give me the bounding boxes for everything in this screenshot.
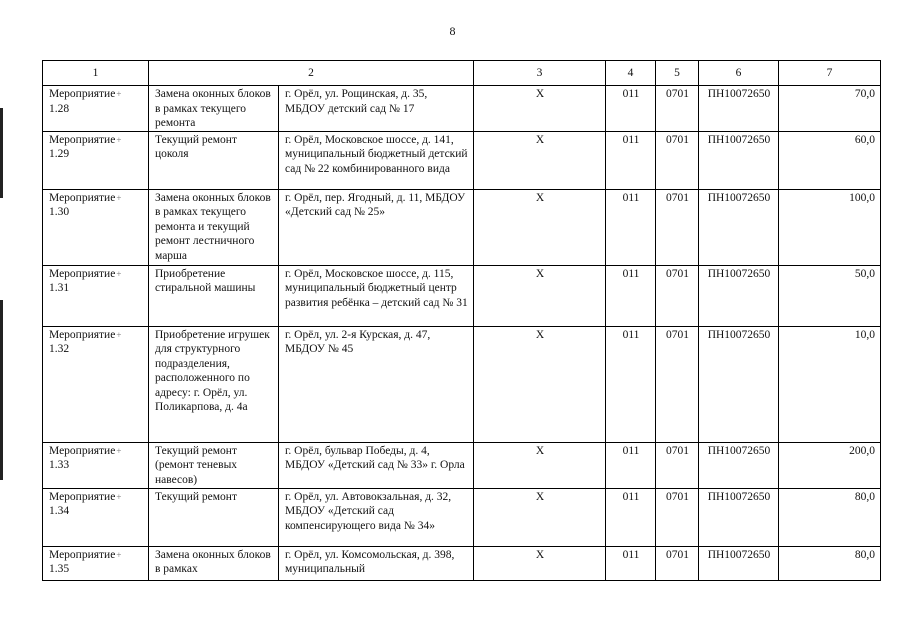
check-mark: + — [116, 445, 122, 456]
col4-cell: 011 — [606, 546, 656, 580]
table-row — [43, 326, 881, 442]
event-number: 1.30 — [49, 206, 70, 218]
check-mark: + — [116, 192, 122, 203]
scan-edge-mark — [0, 300, 3, 480]
budget-table — [42, 60, 881, 581]
event-label: Мероприятие — [49, 133, 116, 146]
col5-cell: 0701 — [656, 189, 699, 265]
event-number: 1.35 — [49, 563, 70, 575]
event-label: Мероприятие — [49, 88, 116, 100]
col5-cell: 0701 — [656, 265, 699, 326]
event-number: 1.31 — [49, 282, 70, 294]
col5-cell: 0701 — [656, 442, 699, 488]
check-mark: + — [116, 134, 122, 145]
event-number: 1.29 — [49, 148, 70, 160]
work-cell: Текущий ремонт цоколя — [149, 131, 279, 189]
col3-cell: Х — [474, 189, 606, 265]
table-row — [43, 265, 881, 326]
event-label: Мероприятие — [49, 548, 116, 561]
col3-cell: Х — [474, 131, 606, 189]
col-header-3: 3 — [474, 61, 606, 86]
col4-cell: 011 — [606, 86, 656, 132]
col4-cell: 011 — [606, 265, 656, 326]
col3-cell: Х — [474, 326, 606, 442]
event-label: Мероприятие — [49, 490, 116, 503]
event-label: Мероприятие — [49, 328, 116, 341]
page-number: 8 — [449, 24, 456, 38]
address-cell: г. Орёл, ул. Рощинская, д. 35, МБДОУ детский сад № 17 — [279, 86, 474, 132]
scan-edge-mark — [0, 108, 3, 198]
work-cell: Приобретение стиральной машины — [149, 265, 279, 326]
col6-cell: ПН10072650 — [699, 442, 779, 488]
address-cell: г. Орёл, бульвар Победы, д. 4, МБДОУ «Детский сад № 33» г. Орла — [279, 442, 474, 488]
col4-cell: 011 — [606, 442, 656, 488]
amount-cell: 80,0 — [779, 546, 881, 580]
col5-cell: 0701 — [656, 488, 699, 546]
table-row — [43, 442, 881, 488]
col5-cell: 0701 — [656, 546, 699, 580]
check-mark: + — [116, 89, 122, 99]
address-cell: г. Орёл, ул. 2-я Курская, д. 47, МБДОУ № 45 — [279, 326, 474, 442]
col6-cell: ПН10072650 — [699, 265, 779, 326]
event-cell — [43, 86, 149, 132]
col3-cell: Х — [474, 442, 606, 488]
table-row — [43, 131, 881, 189]
col6-cell: ПН10072650 — [699, 546, 779, 580]
event-cell — [43, 442, 149, 488]
work-cell: Текущий ремонт (ремонт теневых навесов) — [149, 442, 279, 488]
event-cell — [43, 546, 149, 580]
col4-cell: 011 — [606, 131, 656, 189]
table-row — [43, 86, 881, 132]
col4-cell: 011 — [606, 326, 656, 442]
col-header-5: 5 — [656, 61, 699, 86]
work-cell: Приобретение игрушек для структурного подразделения, расположенного по адресу: г. Орёл, ул. Поликарпова, д. 4а — [149, 326, 279, 442]
col-header-7: 7 — [779, 61, 881, 86]
address-cell: г. Орёл, Московское шоссе, д. 115, муниципальный бюджетный центр развития ребёнка – детский сад № 31 — [279, 265, 474, 326]
col5-cell: 0701 — [656, 86, 699, 132]
work-cell: Замена оконных блоков в рамках текущего ремонта и текущий ремонт лестничного марша — [149, 189, 279, 265]
event-cell — [43, 131, 149, 189]
check-mark: + — [116, 491, 122, 502]
work-cell: Замена оконных блоков в рамках — [149, 546, 279, 580]
address-cell: г. Орёл, ул. Комсомольская, д. 398, муниципальный — [279, 546, 474, 580]
col6-cell: ПН10072650 — [699, 86, 779, 132]
col-header-4: 4 — [606, 61, 656, 86]
col-header-6: 6 — [699, 61, 779, 86]
col-header-2: 2 — [149, 61, 474, 86]
event-cell — [43, 488, 149, 546]
event-cell — [43, 189, 149, 265]
amount-cell: 50,0 — [779, 265, 881, 326]
amount-cell: 200,0 — [779, 442, 881, 488]
check-mark: + — [116, 268, 122, 279]
col-header-1: 1 — [43, 61, 149, 86]
work-cell: Замена оконных блоков в рамках текущего ремонта — [149, 86, 279, 132]
amount-cell: 80,0 — [779, 488, 881, 546]
table-row — [43, 189, 881, 265]
event-label: Мероприятие — [49, 444, 116, 457]
col3-cell: Х — [474, 546, 606, 580]
address-cell: г. Орёл, пер. Ягодный, д. 11, МБДОУ «Детский сад № 25» — [279, 189, 474, 265]
amount-cell: 10,0 — [779, 326, 881, 442]
event-number: 1.33 — [49, 459, 70, 471]
col4-cell: 011 — [606, 189, 656, 265]
col6-cell: ПН10072650 — [699, 488, 779, 546]
header-row — [43, 61, 881, 86]
col6-cell: ПН10072650 — [699, 131, 779, 189]
col5-cell: 0701 — [656, 131, 699, 189]
amount-cell: 60,0 — [779, 131, 881, 189]
event-label: Мероприятие — [49, 191, 116, 204]
amount-cell: 100,0 — [779, 189, 881, 265]
col3-cell: Х — [474, 265, 606, 326]
col6-cell: ПН10072650 — [699, 189, 779, 265]
table-row — [43, 488, 881, 546]
amount-cell: 70,0 — [779, 86, 881, 132]
col4-cell: 011 — [606, 488, 656, 546]
event-label: Мероприятие — [49, 267, 116, 280]
check-mark: + — [116, 329, 122, 340]
col3-cell: Х — [474, 86, 606, 132]
event-cell — [43, 326, 149, 442]
check-mark: + — [116, 549, 122, 560]
col3-cell: Х — [474, 488, 606, 546]
event-cell — [43, 265, 149, 326]
event-number: 1.34 — [49, 505, 70, 517]
table-row — [43, 546, 881, 580]
work-cell: Текущий ремонт — [149, 488, 279, 546]
event-number: 1.32 — [49, 343, 70, 355]
event-number: 1.28 — [49, 102, 70, 115]
col6-cell: ПН10072650 — [699, 326, 779, 442]
address-cell: г. Орёл, ул. Автовокзальная, д. 32, МБДОУ «Детский сад компенсирующего вида № 34» — [279, 488, 474, 546]
col5-cell: 0701 — [656, 326, 699, 442]
address-cell: г. Орёл, Московское шоссе, д. 141, муниципальный бюджетный детский сад № 22 комбинированного вида — [279, 131, 474, 189]
